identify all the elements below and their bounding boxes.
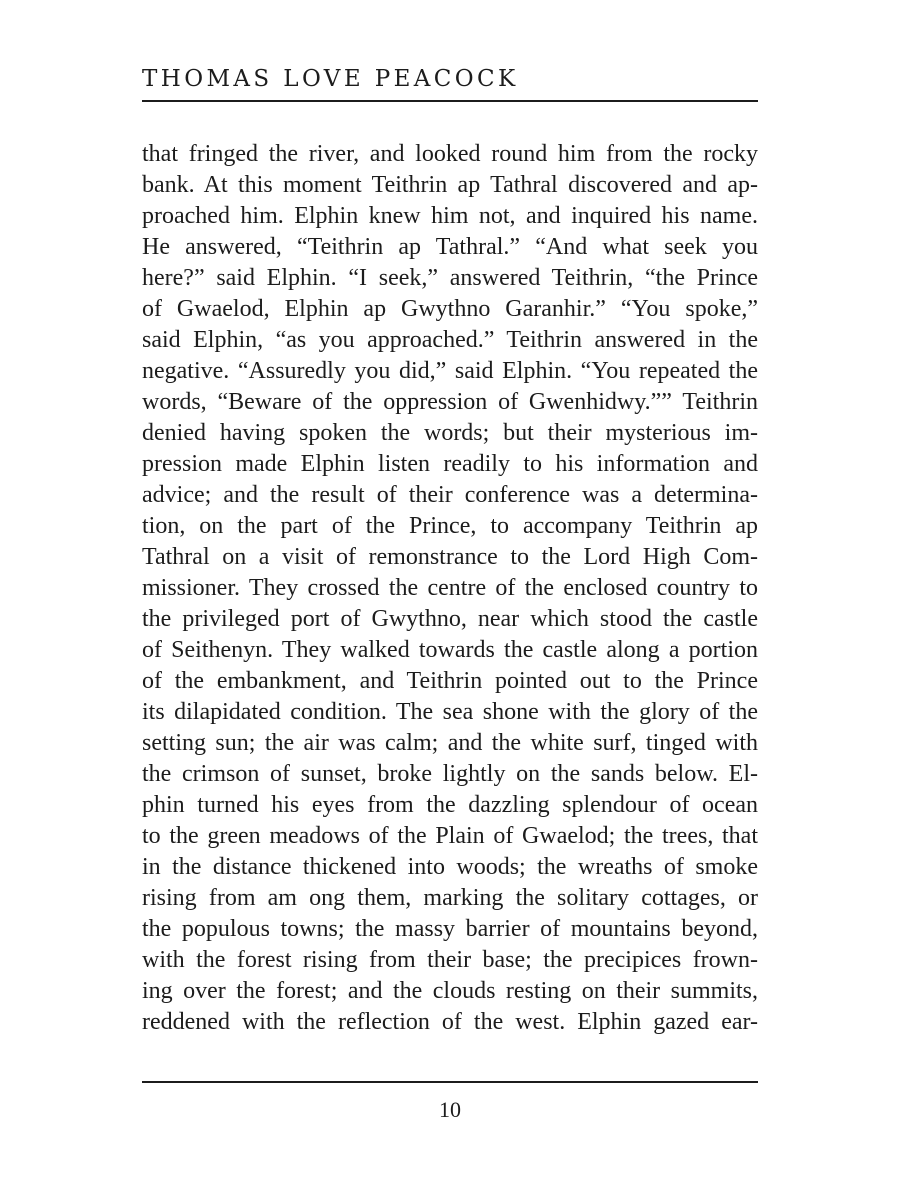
- text-line: the crimson of sunset, broke lightly on the sands below. El-: [142, 761, 758, 787]
- text-line: tion, on the part of the Prince, to accompany Teithrin ap: [142, 513, 758, 539]
- text-line: Tathral on a visit of remonstrance to the Lord High Com-: [142, 544, 758, 570]
- text-line: bank. At this moment Teithrin ap Tathral discovered and ap-: [142, 172, 758, 198]
- text-line: ing over the forest; and the clouds resting on their summits,: [142, 978, 758, 1004]
- text-line: of the embankment, and Teithrin pointed out to the Prince: [142, 668, 758, 694]
- page-number: 10: [439, 1097, 461, 1122]
- text-line: He answered, “Teithrin ap Tathral.” “And what seek you: [142, 234, 758, 260]
- text-line: pression made Elphin listen readily to his information and: [142, 451, 758, 477]
- text-line: denied having spoken the words; but their mysterious im-: [142, 420, 758, 446]
- footer-rule: [142, 1081, 758, 1083]
- text-line: reddened with the reflection of the west. Elphin gazed ear-: [142, 1009, 758, 1035]
- text-line: words, “Beware of the oppression of Gwenhidwy.”” Teithrin: [142, 389, 758, 415]
- body-text: [142, 139, 758, 1038]
- text-line: of Seithenyn. They walked towards the castle along a portion: [142, 637, 758, 663]
- text-line: the populous towns; the massy barrier of mountains beyond,: [142, 916, 758, 942]
- text-line: with the forest rising from their base; the precipices frown-: [142, 947, 758, 973]
- text-line: negative. “Assuredly you did,” said Elphin. “You repeated the: [142, 358, 758, 384]
- text-line: proached him. Elphin knew him not, and inquired his name.: [142, 203, 758, 229]
- text-line: in the distance thickened into woods; the wreaths of smoke: [142, 854, 758, 880]
- text-line: that fringed the river, and looked round him from the rocky: [142, 141, 758, 167]
- header-rule: [142, 100, 758, 102]
- text-line: its dilapidated condition. The sea shone with the glory of the: [142, 699, 758, 725]
- text-line: said Elphin, “as you approached.” Teithrin answered in the: [142, 327, 758, 353]
- text-line: of Gwaelod, Elphin ap Gwythno Garanhir.” “You spoke,”: [142, 296, 758, 322]
- text-line: to the green meadows of the Plain of Gwaelod; the trees, that: [142, 823, 758, 849]
- text-line: phin turned his eyes from the dazzling splendour of ocean: [142, 792, 758, 818]
- text-line: missioner. They crossed the centre of the enclosed country to: [142, 575, 758, 601]
- text-line: here?” said Elphin. “I seek,” answered Teithrin, “the Prince: [142, 265, 758, 291]
- text-line: the privileged port of Gwythno, near which stood the castle: [142, 606, 758, 632]
- text-line: rising from am ong them, marking the solitary cottages, or: [142, 885, 758, 911]
- running-head: THOMAS LOVE PEACOCK: [142, 66, 519, 92]
- text-line: advice; and the result of their conference was a determina-: [142, 482, 758, 508]
- text-line: setting sun; the air was calm; and the white surf, tinged with: [142, 730, 758, 756]
